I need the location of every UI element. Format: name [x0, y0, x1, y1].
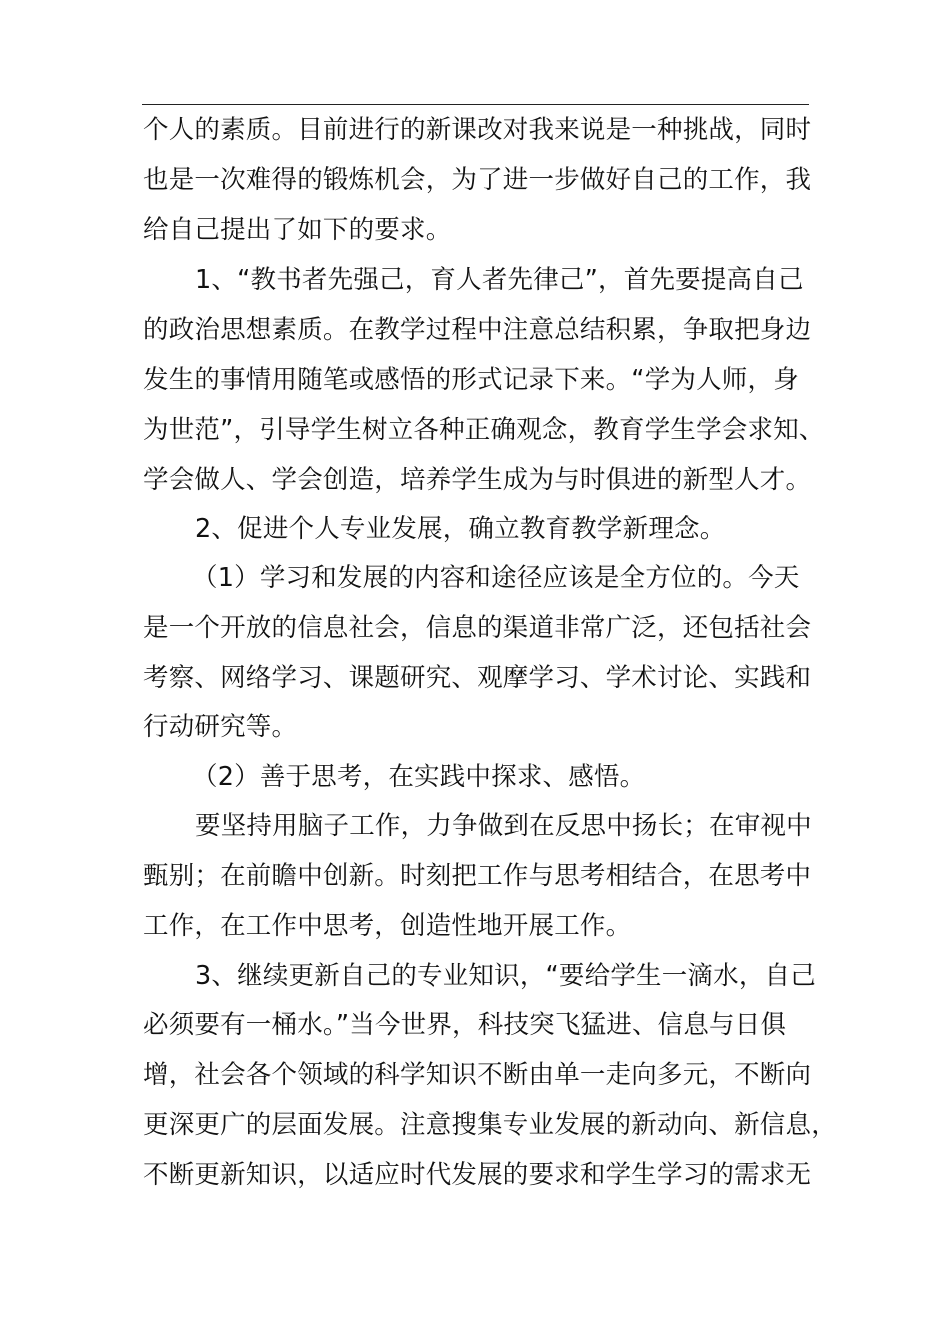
- text-line: 3、继续更新自己的专业知识，“要给学生一滴水，自己: [195, 961, 816, 991]
- text-line: 不断更新知识，以适应时代发展的要求和学生学习的需求无: [143, 1160, 812, 1190]
- text-line: 考察、网络学习、课题研究、观摩学习、学术讨论、实践和: [143, 663, 812, 693]
- text-line: 要坚持用脑子工作，力争做到在反思中扬长；在审视中: [195, 811, 812, 841]
- text-line: 为世范”，引导学生树立各种正确观念，教育学生学会求知、: [143, 415, 825, 445]
- text-line: 增，社会各个领域的科学知识不断由单一走向多元，不断向: [143, 1060, 812, 1090]
- text-line: 甄别；在前瞻中创新。时刻把工作与思考相结合，在思考中: [143, 861, 812, 891]
- text-line: 行动研究等。: [143, 712, 298, 742]
- text-line: 2、促进个人专业发展，确立教育教学新理念。: [195, 514, 726, 544]
- text-line: 工作，在工作中思考，创造性地开展工作。: [143, 911, 632, 941]
- text-line: 发生的事情用随笔或感悟的形式记录下来。“学为人师，身: [143, 365, 799, 395]
- text-line: 也是一次难得的锻炼机会，为了进一步做好自己的工作，我: [143, 165, 812, 195]
- text-line: 1、“教书者先强己，育人者先律己”，首先要提高自己: [195, 265, 804, 295]
- text-line: 个人的素质。目前进行的新课改对我来说是一种挑战，同时: [143, 115, 812, 145]
- header-rule: [142, 104, 809, 105]
- text-line: 是一个开放的信息社会，信息的渠道非常广泛，还包括社会: [143, 613, 812, 643]
- text-line: （1）学习和发展的内容和途径应该是全方位的。今天: [192, 563, 800, 593]
- text-line: 的政治思想素质。在教学过程中注意总结积累，争取把身边: [143, 315, 812, 345]
- text-line: （2）善于思考，在实践中探求、感悟。: [192, 762, 646, 792]
- text-line: 学会做人、学会创造，培养学生成为与时俱进的新型人才。: [143, 465, 812, 495]
- text-line: 给自己提出了如下的要求。: [143, 215, 452, 245]
- text-line: 更深更广的层面发展。注意搜集专业发展的新动向、新信息，: [143, 1110, 837, 1140]
- text-line: 必须要有一桶水。”当今世界，科技突飞猛进、信息与日俱: [143, 1010, 787, 1040]
